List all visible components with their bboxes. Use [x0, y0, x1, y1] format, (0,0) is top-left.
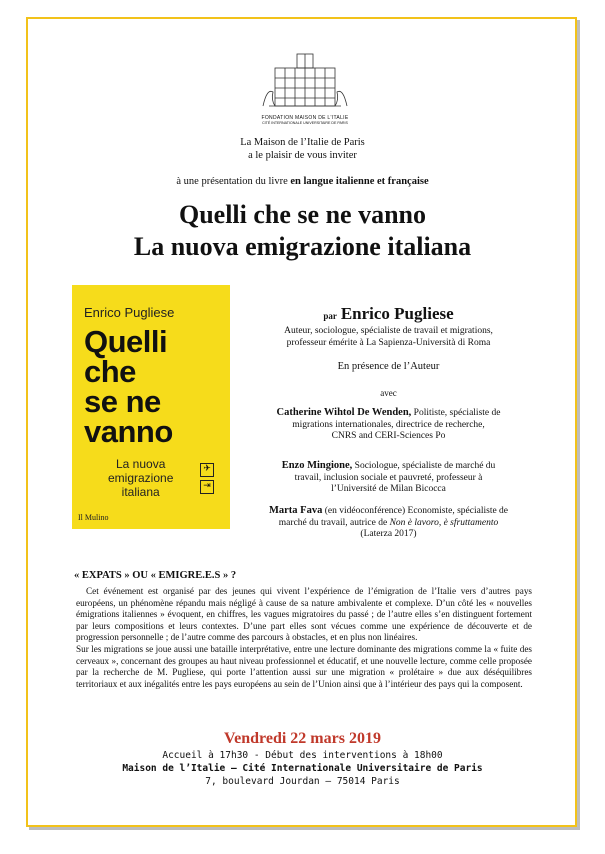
presentation-languages: en langue italienne et française [290, 176, 429, 187]
cover-title-line: vanno [84, 414, 173, 449]
guest-name: Enzo Mingione, [281, 460, 353, 471]
event-schedule: Accueil à 17h30 - Début des interventions à 18h00 [162, 750, 443, 761]
guest-2 [236, 460, 541, 496]
event-description [76, 586, 532, 690]
guest-desc: migrations internationales, directrice de recherche, [292, 419, 485, 430]
cover-subtitle-line: emigrazione [108, 471, 174, 485]
speaker-role [236, 326, 541, 349]
guest-desc: Politiste, spécialiste de [411, 408, 501, 418]
guest-desc: l’Université de Milan Bicocca [331, 484, 446, 494]
cover-icons [200, 463, 214, 497]
guest-1 [236, 407, 541, 443]
intro-line-2: a le plaisir de vous inviter [248, 150, 357, 161]
book-subtitle: La nuova emigrazione italiana [133, 232, 472, 261]
event-date: Vendredi 22 mars 2019 [224, 730, 381, 747]
logo-caption: FONDATION MAISON DE L'ITALIE [261, 115, 349, 121]
guest-desc: Sociologue, spécialiste de marché du [352, 461, 496, 471]
presence-line: En présence de l’Auteur [337, 361, 440, 372]
cover-subtitle-line: La nuova [115, 457, 166, 471]
guest-desc: CNRS and CERI-Sciences Po [331, 431, 446, 441]
cover-publisher: Il Mulino [78, 513, 109, 522]
cover-subtitle-line: italiana [121, 485, 160, 499]
avec-label: avec [380, 388, 397, 398]
book-cover [72, 285, 230, 529]
guest-book-title: Non è lavoro, è sfruttamento [389, 517, 499, 528]
description-paragraph: Sur les migrations se joue aussi une bataille interprétative, entre une lecture dominante des migrations comme la « fuite des cerveaux », concernant des groupes au haut niveau professionnel et éducatif, et une nouvelle lecture, comme celle proposée par la recherche de M. Pugliese, qui porte l’attention aussi sur une migration « prolétaire » due aux déséquilibres territoriaux et aux inégalités entre les pays européens au sein de l’Union ainsi que à l’intérieur des pays qui la composent. [76, 643, 532, 689]
event-address: 7, boulevard Jourdan – 75014 Paris [205, 776, 400, 787]
building-icon [257, 48, 353, 110]
presentation-prefix: à une présentation du livre [176, 176, 288, 187]
guest-desc: (Laterza 2017) [360, 529, 417, 539]
exit-icon: ⇥ [200, 480, 214, 494]
description-paragraph: Cet événement est organisé par des jeunes qui vivent l’expérience de l’émigration de l’Italie vers d’autres pays européens, un phénomène répandu mais négligé à cause de sa nature ambivalente et complexe. D’un côté les « nouvelles émigrations italiennes » évoquent, en chiffres, les vagues migratoires du passé ; de l’autre elles s’en distinguent fortement par leurs compositions et leurs contextes. D’une part elles sont vécues comme une expérience de découverte et de progression personnelle ; de l’autre comme des parcours à obstacles, et en plus non linéaires. [76, 586, 532, 643]
guest-name: Marta Fava [268, 505, 323, 516]
cover-title-line: Quelli [84, 324, 168, 359]
invitation-intro [0, 136, 605, 162]
speaker-line [236, 304, 541, 324]
speaker-name: Enrico Pugliese [340, 304, 454, 323]
guest-desc: marché du travail, autrice de [278, 517, 390, 528]
maison-italie-logo [257, 48, 353, 125]
guest-3 [236, 505, 541, 541]
guest-name: Catherine Wihtol De Wenden, [276, 407, 412, 418]
cover-title [84, 324, 173, 449]
logo-subcaption: CITÉ INTERNATIONALE UNIVERSITAIRE DE PARIS [262, 121, 348, 125]
cover-subtitle [108, 457, 173, 499]
intro-line-1: La Maison de l’Italie de Paris [240, 137, 365, 148]
cover-author: Enrico Pugliese [84, 305, 175, 320]
book-title: Quelli che se ne vanno [178, 200, 426, 229]
event-venue: Maison de l’Italie – Cité Internationale Universitaire de Paris [122, 763, 483, 774]
plane-icon: ✈ [200, 463, 214, 477]
cover-title-line: se ne [84, 384, 161, 419]
speaker-role-line: professeur émérite à La Sapienza-Università di Roma [286, 337, 491, 348]
presentation-line [0, 176, 605, 187]
section-title: « EXPATS » OU « EMIGRE.E.S » ? [74, 570, 237, 581]
speaker-role-line: Auteur, sociologue, spécialiste de travail et migrations, [284, 326, 493, 336]
par-label: par [323, 311, 337, 321]
guest-desc: travail, inclusion sociale et pauvreté, professeur à [294, 472, 483, 483]
cover-title-line: che [84, 354, 136, 389]
guest-desc: (en vidéoconférence) Economiste, spécialiste de [322, 506, 509, 516]
